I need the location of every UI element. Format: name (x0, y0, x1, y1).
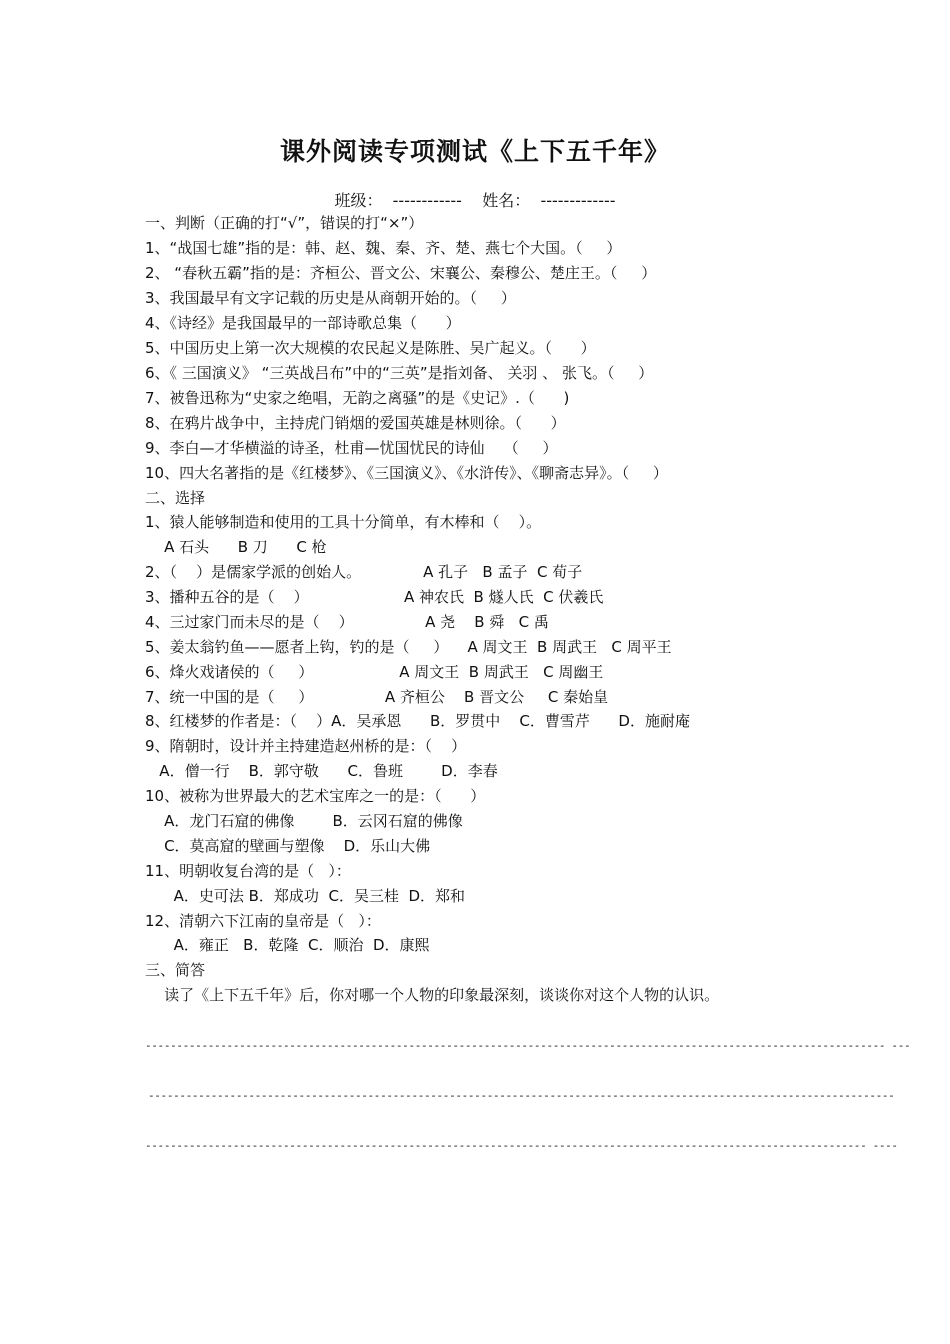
choice-options: A．雍正 B．乾隆 C．顺治 D．康熙 (145, 936, 430, 954)
choice-line: 10、被称为世界最大的艺术宝库之一的是：（ ） (145, 787, 486, 805)
choice-options: C．莫高窟的壁画与塑像 D．乐山大佛 (145, 837, 431, 855)
judge-item: 8、在鸦片战争中，主持虎门销烟的爱国英雄是林则徐。（ ） (145, 414, 566, 432)
class-name-fields: 班级： ------------ 姓名： ------------- (334, 191, 616, 210)
judge-item: 10、四大名著指的是《红楼梦》、《三国演义》、《水浒传》、《聊斋志异》。（ ） (145, 464, 668, 482)
choice-line: 4、三过家门而未尽的是（ ） A 尧 B 舜 C 禹 (145, 613, 549, 631)
choice-options: A．僧一行 B．郭守敬 C．鲁班 D．李春 (145, 762, 498, 780)
page-title: 课外阅读专项测试《上下五千年》 (279, 137, 670, 166)
judge-item: 6、《 三国演义》 “三英战吕布”中的“三英”是指刘备、 关羽 、 张飞。（ ） (145, 364, 654, 382)
choice-line: 2、（ ）是儒家学派的创始人。 A 孔子 B 孟子 C 荀子 (145, 563, 583, 581)
choice-line: 6、烽火戏诸侯的（ ） A 周文王 B 周武王 C 周幽王 (145, 663, 604, 681)
choice-line: 5、姜太翁钓鱼——愿者上钩，钓的是（ ） A 周文王 B 周武王 C 周平王 (145, 638, 672, 656)
choice-line: 9、隋朝时，设计并主持建造赵州桥的是：（ ） (145, 737, 467, 755)
judge-item: 1、“战国七雄”指的是：韩、赵、魏、秦、齐、楚、燕七个大国。（ ） (145, 239, 622, 257)
choice-line: 8、红楼梦的作者是：（ ）A．吴承恩 B．罗贯中 C．曹雪芹 D．施耐庵 (145, 712, 690, 730)
choice-line: 11、明朝收复台湾的是（ ）： (145, 862, 351, 880)
judge-item: 7、被鲁迅称为“史家之绝唱，无韵之离骚”的是《史记》.（ ) (145, 389, 570, 407)
judge-item: 2、 “春秋五霸”指的是：齐桓公、晋文公、宋襄公、秦穆公、楚庄王。（ ） (145, 264, 657, 282)
section2-heading: 二、选择 (145, 489, 206, 507)
section3-heading: 三、简答 (145, 961, 206, 979)
choice-line: 3、播种五谷的是（ ） A 神农氏 B 燧人氏 C 伏羲氏 (145, 588, 604, 606)
choice-options: A 石头 B 刀 C 枪 (145, 538, 327, 556)
choice-line: 7、统一中国的是（ ） A 齐桓公 B 晋文公 C 秦始皇 (145, 688, 609, 706)
choice-line: 1、猿人能够制造和使用的工具十分简单，有木棒和（ ）。 (145, 513, 542, 531)
section1-heading: 一、判断（正确的打“√”，错误的打“×”） (145, 214, 424, 232)
judge-item: 9、李白—才华横溢的诗圣，杜甫—忧国忧民的诗仙 （ ） (145, 439, 558, 457)
essay-question: 读了《上下五千年》后，你对哪一个人物的印象最深刻，谈谈你对这个人物的认识。 (145, 986, 720, 1004)
choice-options: A．史可法 B．郑成功 C．吴三桂 D．郑和 (145, 887, 466, 905)
answer-line: ----------------------------------------------------------------------------------------------------------------------- (148, 1089, 895, 1102)
judge-item: 3、我国最早有文字记载的历史是从商朝开始的。（ ） (145, 289, 516, 307)
answer-line: ---------------------------------------------------------------------------------------------------------------------- --- (145, 1039, 911, 1052)
choice-line: 12、清朝六下江南的皇帝是（ ）： (145, 912, 381, 930)
judge-item: 5、中国历史上第一次大规模的农民起义是陈胜、吴广起义。（ ） (145, 339, 596, 357)
answer-line: ------------------------------------------------------------------------------------------------------------------- ---- (145, 1139, 898, 1152)
judge-item: 4、《诗经》是我国最早的一部诗歌总集（ ） (145, 314, 461, 332)
choice-options: A．龙门石窟的佛像 B．云冈石窟的佛像 (145, 812, 463, 830)
